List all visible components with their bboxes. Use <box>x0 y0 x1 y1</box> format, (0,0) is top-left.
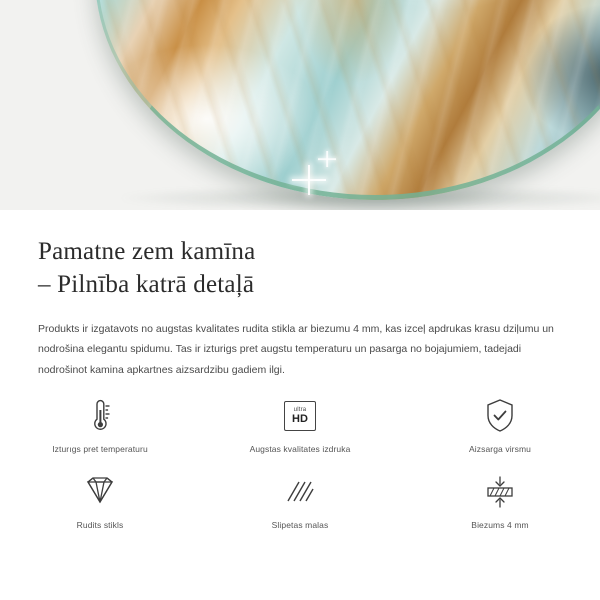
ultra-hd-badge-main: HD <box>292 413 308 425</box>
feature-thickness <box>400 472 600 544</box>
headline-line-1: Pamatne zem kamīna <box>38 238 256 265</box>
feature-label: Biezums 4 mm <box>471 520 529 530</box>
feature-temperature-resistant <box>0 396 200 468</box>
feature-print-quality <box>200 396 400 468</box>
page-title <box>0 210 600 301</box>
feature-tempered-glass <box>0 472 200 544</box>
polished-edges-icon <box>282 472 318 512</box>
ultra-hd-icon <box>284 396 316 436</box>
feature-surface-protection <box>400 396 600 468</box>
feature-label: Izturıgs pret temperaturu <box>52 444 148 454</box>
feature-label: Aizsarga virsmu <box>469 444 531 454</box>
feature-label: Rudits stikls <box>76 520 124 530</box>
hero-image <box>0 0 600 210</box>
feature-label: Slipetas malas <box>271 520 329 530</box>
feature-label: Augstas kvalitates izdruka <box>249 444 351 454</box>
diamond-icon <box>81 472 119 512</box>
thermometer-icon <box>83 396 117 436</box>
feature-grid <box>0 396 600 544</box>
shield-check-icon <box>483 396 517 436</box>
headline-line-2: – Pilnība katrā detaļā <box>38 271 255 298</box>
ultra-hd-badge-top: ultra <box>293 407 307 413</box>
thickness-arrows-icon <box>482 472 518 512</box>
feature-polished-edges <box>200 472 400 544</box>
body-paragraph: Produkts ir izgatavots no augstas kvalitates rudita stikla ar biezumu 4 mm, kas izceļ apdrukas krasu dziļumu un nodrošina elegantu spidumu. Tas ir izturigs pret augstu temperaturu un pasarga no bojajumiem, tadejadi nodrošinot kamina apkartnes aizsardzibu gadiem ilgi. <box>38 323 554 376</box>
text-content <box>0 210 600 380</box>
round-glass-panel-image <box>95 0 600 200</box>
